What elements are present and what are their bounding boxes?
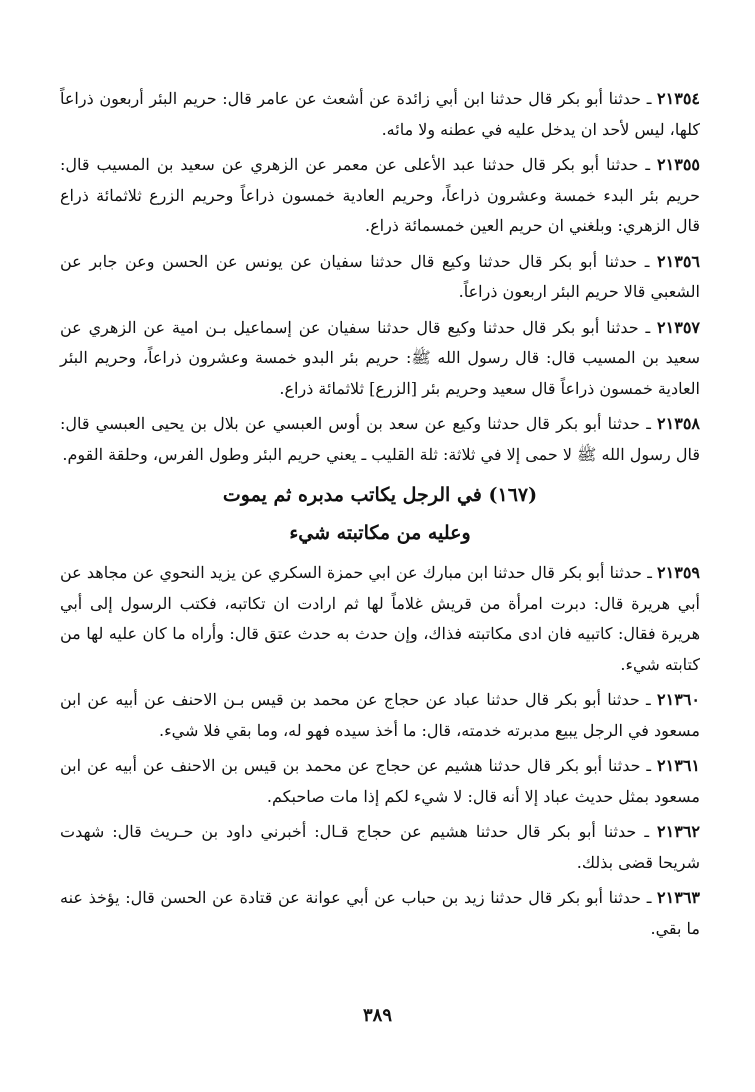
hadith-text: ـ حدثنا أبو بكر قال حدثنا ابن مبارك عن ابي حمزة السكري عن يزيد النحوي عن مجاهد عن أبي هريرة قال: دبرت امرأة من قريش غلاماً لها ثم ارادت ان تكاتبه، فكتب الرسول إلى أبي هريرة فقال: كاتبيه فان ادى مكاتبته فذاك، وإن حدث به حدث عتق قال: وأراه ما كان عليه لها من كتابته شيء.: [60, 563, 700, 674]
hadith-text: ـ حدثنا أبو بكر قال حدثنا عباد عن حجاج عن محمد بن قيس بـن الاحنف عن أبيه عن ابن مسعود في الرجل يبيع مدبرته خدمته، قال: ما أخذ سيده فهو له، وما بقي فلا شيء.: [60, 690, 700, 740]
hadith-entry: [60, 409, 700, 470]
hadith-text: ـ حدثنا أبو بكر قال حدثنا وكيع قال حدثنا سفيان عن إسماعيل بـن امية عن الزهري عن سعيد بن المسيب قال: قال رسول الله ﷺ: حريم بئر البدو خمسة وعشرون ذراعاً، وحريم البئر العادية خمسون ذراعاً قال سعيد وحريم بئر [الزرع] ثلاثمائة ذراع.: [60, 317, 700, 398]
hadith-number: ٢١٣٥٩: [657, 563, 700, 582]
hadith-entry: [60, 247, 700, 308]
hadith-text: ـ حدثنا أبو بكر قال حدثنا عبد الأعلى عن معمر عن الزهري عن سعيد بن المسيب قال: حريم بئر البدء خمسة وعشرون ذراعاً، وحريم العادية خمسون ذراعاً وحريم الزرع ثلاثمائة ذراع قال الزهري: وبلغني ان حريم العين خمسمائة ذراع.: [60, 155, 700, 235]
hadith-entry: [60, 84, 700, 145]
hadith-number: ٢١٣٥٧: [657, 317, 700, 337]
hadith-text: ـ حدثنا أبو بكر قال حدثنا وكيع قال حدثنا سفيان عن يونس عن الحسن وعن جابر عن الشعبي قالا حريم البئر اربعون ذراعاً.: [60, 251, 700, 301]
hadith-entry: [60, 558, 700, 680]
hadith-number: ٢١٣٥٥: [657, 155, 700, 174]
chapter-heading: [60, 476, 700, 552]
entries-bottom: [60, 558, 700, 944]
hadith-number: ٢١٣٦٠: [657, 690, 700, 709]
hadith-entry: [60, 817, 700, 878]
hadith-entry: [60, 883, 700, 944]
hadith-number: ٢١٣٥٦: [657, 251, 701, 271]
hadith-entry: [60, 313, 700, 405]
hadith-text: ـ حدثنا أبو بكر قال حدثنا زيد بن حباب عن أبي عوانة عن قتادة عن الحسن قال: يؤخذ عنه ما بقي.: [60, 888, 700, 938]
hadith-entry: [60, 685, 700, 746]
hadith-entry: [60, 150, 700, 242]
hadith-text: ـ حدثنا أبو بكر قال حدثنا ابن أبي زائدة عن أشعث عن عامر قال: حريم البئر أربعون ذراعاً كلها، ليس لأحد ان يدخل عليه في عطنه ولا مائه.: [60, 89, 700, 139]
page-number: ٣٨٩: [362, 1005, 392, 1026]
chapter-title-line-1: (١٦٧) في الرجل يكاتب مدبره ثم يموت: [222, 484, 538, 506]
hadith-entry: [60, 751, 700, 812]
page-body: [60, 84, 700, 949]
hadith-text: ـ حدثنا أبو بكر قال حدثنا وكيع عن سعد بن أوس العبسي عن بلال بن يحيى العبسي قال: قال رسول الله ﷺ لا حمى إلا في ثلاثة: ثلة القليب ـ يعني حريم البئر وطول الفرس، وحلقة القوم.: [60, 414, 700, 464]
hadith-number: ٢١٣٥٨: [657, 414, 700, 433]
entries-top: [60, 84, 700, 470]
hadith-text: ـ حدثنا أبو بكر قال حدثنا هشيم عن حجاج قـال: أخبرني داود بن حـريث قال: شهدت شريحا قضى بذلك.: [60, 822, 700, 872]
hadith-text: ـ حدثنا أبو بكر قال حدثنا هشيم عن حجاج عن محمد بن قيس بن الاحنف عن أبيه عن ابن مسعود بمثل حديث عباد إلا أنه قال: لا شيء لكم إذا مات صاحبكم.: [60, 756, 700, 806]
hadith-number: ٢١٣٥٤: [657, 89, 700, 108]
hadith-number: ٢١٣٦٣: [657, 888, 700, 907]
hadith-number: ٢١٣٦١: [657, 756, 700, 775]
hadith-number: ٢١٣٦٢: [657, 822, 701, 841]
chapter-title-line-2: وعليه من مكاتبته شيء: [289, 522, 471, 544]
